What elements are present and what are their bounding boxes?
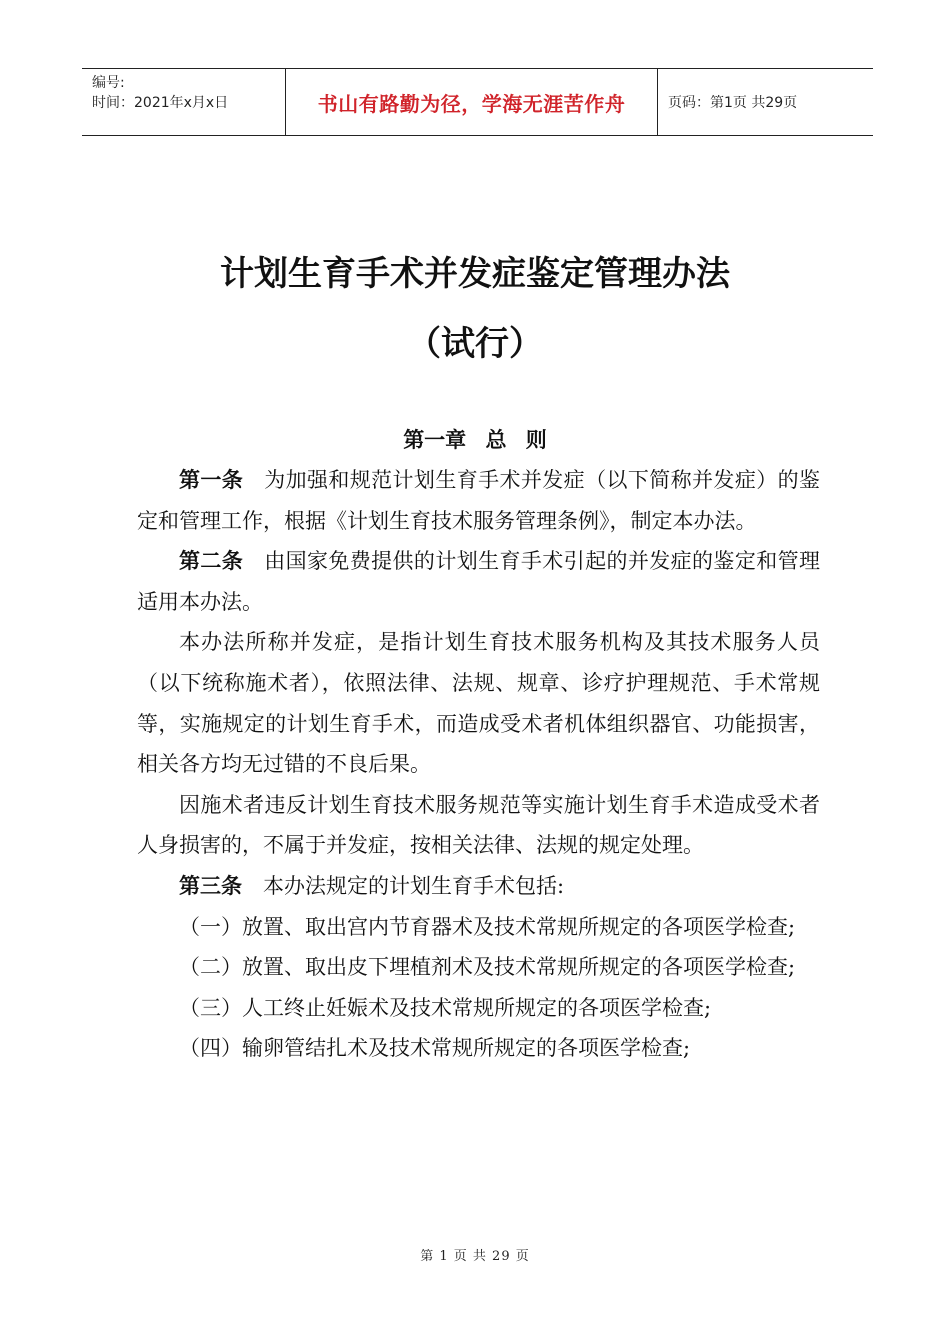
paragraph-text: 本办法规定的计划生育手术包括: [263,873,565,898]
time-label: 时间：2021年x月x日 [92,95,229,111]
page-footer: 第 1 页 共 29 页 [420,1249,530,1264]
list-item [137,988,820,1029]
paragraph [137,866,820,907]
paragraph [137,460,820,541]
header-page-info: 页码：第1页 共29页 [668,95,798,111]
paragraph-text: 为加强和规范计划生育手术并发症（以下简称并发症）的鉴定和管理工作，根据《计划生育技术服务管理条例》，制定本办法。 [137,468,821,533]
paragraph [137,622,820,784]
code-label: 编号: [92,75,125,91]
paragraph-text: 因施术者违反计划生育技术服务规范等实施计划生育手术造成受术者人身损害的，不属于并发症，按相关法律、法规的规定处理。 [137,792,820,858]
paragraph-text: （三）人工终止妊娠术及技术常规所规定的各项医学检查; [179,995,712,1020]
document-subtitle: （试行） [407,324,543,364]
article-label: 第二条 [179,549,244,574]
chapter-heading: 第一章 总 则 [403,428,547,452]
list-item [137,907,820,948]
header-meta [82,69,285,135]
article-label: 第一条 [179,468,244,492]
paragraph-text: 由国家免费提供的计划生育手术引起的并发症的鉴定和管理适用本办法。 [137,549,821,614]
list-item [137,947,820,988]
header-motto: 书山有路勤为径，学海无涯苦作舟 [285,69,658,135]
list-item [137,1028,820,1069]
paragraph [137,785,820,866]
paragraph-text: （二）放置、取出皮下埋植剂术及技术常规所规定的各项医学检查; [179,955,796,980]
article-label: 第三条 [179,873,242,898]
document-title: 计划生育手术并发症鉴定管理办法 [220,254,730,294]
paragraph-text: （一）放置、取出宫内节育器术及技术常规所规定的各项医学检查; [179,914,796,939]
header-table [82,68,873,136]
paragraph-text: 本办法所称并发症，是指计划生育技术服务机构及其技术服务人员（以下统称施术者），依照法律、法规、规章、诊疗护理规范、手术常规等，实施规定的计划生育手术，而造成受术者机体组织器官、功能损害，相关各方均无过错的不良后果。 [137,630,820,777]
paragraph-text: （四）输卵管结扎术及技术常规所规定的各项医学检查; [179,1036,691,1061]
body-text [137,460,820,1069]
paragraph [137,541,820,622]
